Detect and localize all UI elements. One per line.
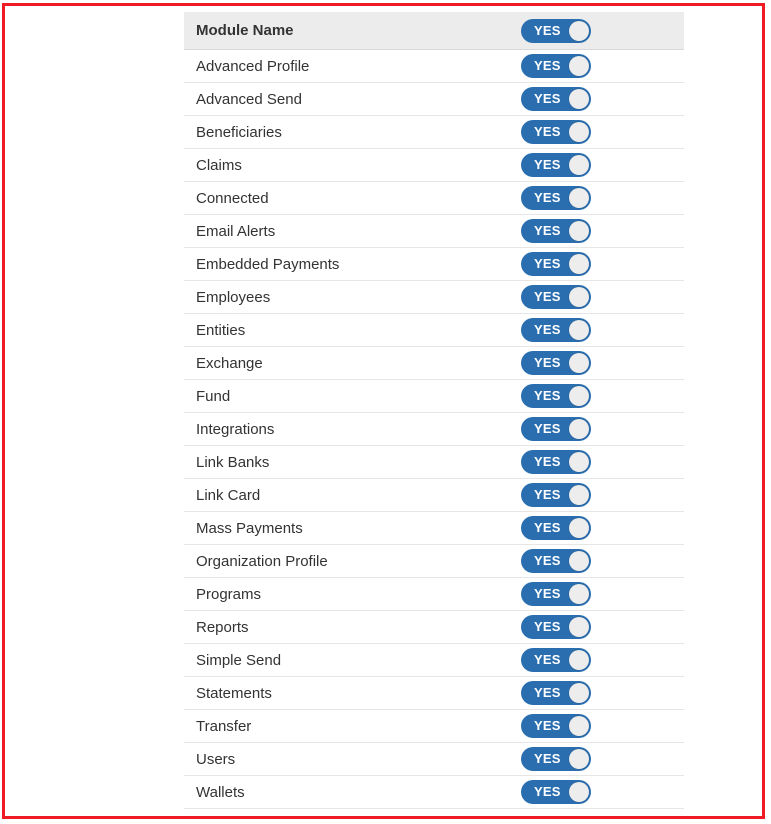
module-name: Organization Profile <box>196 552 328 570</box>
module-toggle-switch[interactable] <box>521 582 591 606</box>
toggle-label: YES <box>534 520 561 535</box>
module-name: Mass Payments <box>196 519 303 537</box>
module-name: Users <box>196 750 236 768</box>
module-name: Employees <box>196 288 271 306</box>
toggle-knob <box>569 56 589 76</box>
toggle-knob <box>569 452 589 472</box>
toggle-label: YES <box>534 91 561 106</box>
module-name: Connected <box>196 189 269 207</box>
toggle-label: YES <box>534 223 561 238</box>
module-toggle-switch[interactable] <box>521 384 591 408</box>
module-toggle-switch[interactable] <box>521 549 591 573</box>
table-row <box>184 644 684 677</box>
module-toggle-switch[interactable] <box>521 318 591 342</box>
module-toggle-switch[interactable] <box>521 648 591 672</box>
toggle-label: YES <box>534 388 561 403</box>
module-toggle-switch[interactable] <box>521 153 591 177</box>
toggle-label: YES <box>534 586 561 601</box>
module-toggle-switch[interactable] <box>521 54 591 78</box>
toggle-knob <box>569 518 589 538</box>
table-row <box>184 149 684 182</box>
module-name: Advanced Send <box>196 90 302 108</box>
toggle-knob <box>569 617 589 637</box>
table-row <box>184 50 684 83</box>
module-toggle-switch[interactable] <box>521 87 591 111</box>
module-toggle-switch[interactable] <box>521 219 591 243</box>
toggle-label: YES <box>534 652 561 667</box>
module-toggle-switch[interactable] <box>521 252 591 276</box>
toggle-label: YES <box>534 157 561 172</box>
toggle-label: YES <box>534 751 561 766</box>
table-row <box>184 314 684 347</box>
module-toggle-switch[interactable] <box>521 615 591 639</box>
toggle-knob <box>569 650 589 670</box>
module-name: Reports <box>196 618 249 636</box>
table-row <box>184 215 684 248</box>
toggle-label: YES <box>534 355 561 370</box>
table-header-row <box>184 12 684 50</box>
module-name: Email Alerts <box>196 222 276 240</box>
module-name: Fund <box>196 387 231 405</box>
module-toggle-switch[interactable] <box>521 516 591 540</box>
table-row <box>184 776 684 809</box>
module-name: Embedded Payments <box>196 255 340 273</box>
module-name: Transfer <box>196 717 252 735</box>
module-name: Entities <box>196 321 246 339</box>
module-name: Claims <box>196 156 242 174</box>
table-row <box>184 578 684 611</box>
module-toggle-switch[interactable] <box>521 450 591 474</box>
module-toggle-switch[interactable] <box>521 780 591 804</box>
module-name: Statements <box>196 684 272 702</box>
toggle-knob <box>569 221 589 241</box>
toggle-label: YES <box>534 487 561 502</box>
toggle-label: YES <box>534 58 561 73</box>
module-name: Exchange <box>196 354 263 372</box>
module-toggle-switch[interactable] <box>521 351 591 375</box>
module-toggle-switch[interactable] <box>521 120 591 144</box>
table-row <box>184 83 684 116</box>
toggle-knob <box>569 683 589 703</box>
toggle-label: YES <box>534 22 561 38</box>
toggle-label: YES <box>534 256 561 271</box>
module-rows <box>184 50 684 809</box>
module-toggle-switch[interactable] <box>521 714 591 738</box>
toggle-knob <box>569 21 589 41</box>
module-name-header: Module Name <box>196 22 294 39</box>
table-row <box>184 248 684 281</box>
table-row <box>184 512 684 545</box>
toggle-knob <box>569 419 589 439</box>
table-row <box>184 413 684 446</box>
toggle-label: YES <box>534 784 561 799</box>
toggle-label: YES <box>534 190 561 205</box>
toggle-knob <box>569 353 589 373</box>
toggle-label: YES <box>534 553 561 568</box>
module-name: Beneficiaries <box>196 123 282 141</box>
table-row <box>184 182 684 215</box>
toggle-knob <box>569 485 589 505</box>
module-toggle-switch[interactable] <box>521 681 591 705</box>
toggle-label: YES <box>534 685 561 700</box>
table-row <box>184 347 684 380</box>
module-name: Link Banks <box>196 453 270 471</box>
module-name: Programs <box>196 585 262 603</box>
toggle-label: YES <box>534 619 561 634</box>
toggle-all-switch[interactable] <box>521 19 591 43</box>
toggle-knob <box>569 749 589 769</box>
module-toggle-switch[interactable] <box>521 747 591 771</box>
module-toggle-switch[interactable] <box>521 186 591 210</box>
toggle-knob <box>569 155 589 175</box>
toggle-label: YES <box>534 421 561 436</box>
toggle-label: YES <box>534 454 561 469</box>
toggle-knob <box>569 716 589 736</box>
table-row <box>184 116 684 149</box>
toggle-knob <box>569 188 589 208</box>
module-table <box>184 12 684 809</box>
toggle-knob <box>569 122 589 142</box>
module-name: Integrations <box>196 420 275 438</box>
toggle-knob <box>569 254 589 274</box>
table-row <box>184 611 684 644</box>
module-name: Wallets <box>196 783 245 801</box>
module-toggle-switch[interactable] <box>521 285 591 309</box>
module-name: Simple Send <box>196 651 282 669</box>
toggle-label: YES <box>534 289 561 304</box>
toggle-label: YES <box>534 322 561 337</box>
toggle-knob <box>569 584 589 604</box>
toggle-label: YES <box>534 124 561 139</box>
module-toggle-switch[interactable] <box>521 483 591 507</box>
toggle-knob <box>569 551 589 571</box>
table-row <box>184 479 684 512</box>
table-row <box>184 545 684 578</box>
table-row <box>184 677 684 710</box>
table-row <box>184 446 684 479</box>
toggle-knob <box>569 89 589 109</box>
toggle-knob <box>569 287 589 307</box>
toggle-knob <box>569 386 589 406</box>
table-row <box>184 710 684 743</box>
toggle-label: YES <box>534 718 561 733</box>
toggle-knob <box>569 320 589 340</box>
table-row <box>184 380 684 413</box>
toggle-knob <box>569 782 589 802</box>
table-row <box>184 743 684 776</box>
module-name: Link Card <box>196 486 261 504</box>
module-toggle-switch[interactable] <box>521 417 591 441</box>
table-row <box>184 281 684 314</box>
module-name: Advanced Profile <box>196 57 310 75</box>
